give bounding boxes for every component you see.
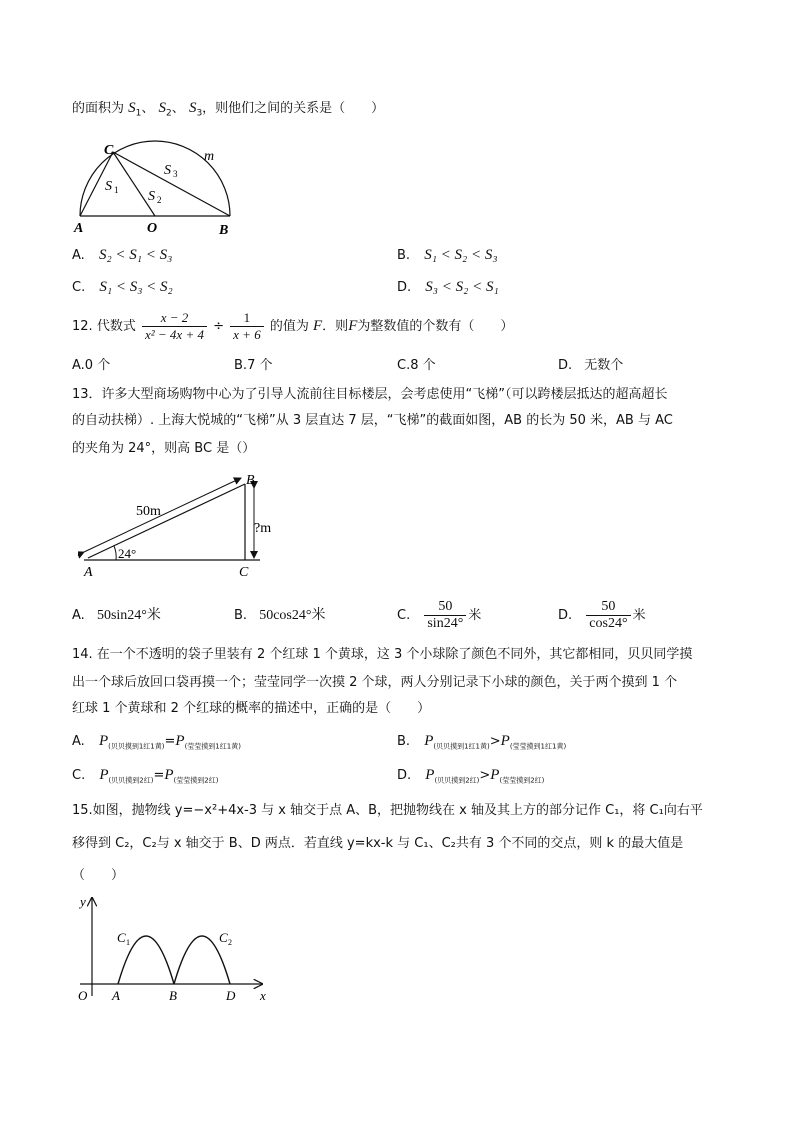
fraction-denominator: cos24° xyxy=(589,616,628,631)
option-p-right: P xyxy=(490,767,500,783)
label-c: C xyxy=(239,565,249,580)
option-text: 50sin24°米 xyxy=(96,608,161,623)
q12-number: 12. xyxy=(72,319,93,334)
label-height: ?m xyxy=(254,521,272,536)
option-label: B. xyxy=(234,358,248,373)
q13-line-2: 的自动扶梯）. 上海大悦城的“飞梯”从 3 层直达 7 层，“飞梯”的截面如图，AB 的长为 50 米，AB 与 AC xyxy=(72,413,673,428)
q13-option-c[interactable] xyxy=(397,596,481,636)
q12-fraction-1 xyxy=(142,310,207,343)
segment-ab xyxy=(88,484,245,558)
option-unit: 米 xyxy=(468,608,482,623)
label-c: C xyxy=(104,143,114,158)
q11-option-d[interactable] xyxy=(397,278,499,297)
fraction-denominator: sin24° xyxy=(427,616,464,631)
option-label: C. xyxy=(72,280,86,295)
q12-option-a[interactable] xyxy=(72,357,110,375)
q12-stem xyxy=(72,308,513,345)
label-s1: S xyxy=(105,179,112,194)
q12-tail2: 为整数值的个数有（ ） xyxy=(357,319,514,334)
q11-s1: S xyxy=(128,100,136,116)
q11-stem xyxy=(72,99,384,123)
option-fraction xyxy=(424,599,466,632)
label-s2: S xyxy=(148,189,155,204)
option-label: A. xyxy=(72,248,85,263)
option-sub-left: (贝贝摸到2红) xyxy=(434,776,480,785)
q11-s1-sub: 1 xyxy=(135,108,142,119)
option-text: 7 个 xyxy=(247,358,273,373)
option-sub-right: (莹莹摸到1红1黄) xyxy=(509,742,567,751)
option-text: 50cos24°米 xyxy=(259,608,326,623)
label-s1-sub: 1 xyxy=(114,185,119,195)
label-c1-sub: 1 xyxy=(126,938,130,947)
q14-option-d[interactable] xyxy=(397,766,544,790)
option-operator: > xyxy=(479,768,491,783)
q14-option-a[interactable] xyxy=(72,732,241,756)
q14-line-2: 出一个球后放回口袋再摸一个；莹莹同学一次摸 2 个球，两人分别记录下小球的颜色，关于两个摸到 1 个 xyxy=(72,675,678,690)
option-sub-left: (贝贝摸到1红1黄) xyxy=(108,742,165,751)
fraction-denominator: x² − 4x + 4 xyxy=(144,327,204,342)
q13-line-3: 的夹角为 24°，则高 BC 是（） xyxy=(72,441,256,456)
option-text: 无数个 xyxy=(584,358,624,373)
option-label: D. xyxy=(397,280,412,295)
option-label: D. xyxy=(397,768,412,783)
label-a: A xyxy=(74,221,84,236)
option-text: 8 个 xyxy=(410,358,436,373)
q12-fraction-2 xyxy=(230,310,264,343)
q11-s2: S xyxy=(158,100,167,116)
q12-divide-sign: ÷ xyxy=(213,319,225,334)
option-label: C. xyxy=(72,768,86,783)
q11-stem-lead: 的面积为 xyxy=(72,101,125,116)
option-sub-right: (莹莹摸到2红) xyxy=(499,776,545,785)
option-label: A. xyxy=(72,734,85,749)
segment-co xyxy=(113,152,155,216)
q13-option-d[interactable] xyxy=(558,596,646,636)
option-operator: = xyxy=(164,734,176,749)
option-p-right: P xyxy=(175,733,185,749)
option-label: D. xyxy=(558,358,573,373)
fraction-denominator: x + 6 xyxy=(233,327,261,342)
q11-option-c[interactable] xyxy=(72,278,173,297)
q12-option-b[interactable] xyxy=(234,357,272,375)
option-unit: 米 xyxy=(632,608,646,623)
option-sub-right: (莹莹摸到1红1黄) xyxy=(184,742,241,751)
label-b: B xyxy=(246,473,255,488)
q14-line-1: 14. 在一个不透明的袋子里装有 2 个红球 1 个黄球，这 3 个小球除了颜色不同外，其它都相同，贝贝同学摸 xyxy=(72,647,693,662)
q15-line-3: （ ） xyxy=(72,868,125,883)
q11-option-b[interactable] xyxy=(397,246,498,265)
label-length: 50m xyxy=(136,504,161,519)
option-label: A. xyxy=(72,608,85,623)
option-p-left: P xyxy=(424,733,434,749)
q13-option-a[interactable] xyxy=(72,607,161,625)
label-a: A xyxy=(84,565,93,580)
option-text: S₃ < S₂ < S₁ xyxy=(425,279,499,295)
label-d: D xyxy=(226,988,236,1003)
q12-f: F xyxy=(313,318,323,334)
option-text: S₂ < S₁ < S₃ xyxy=(98,247,173,263)
label-b: B xyxy=(169,988,177,1003)
q11-sep2: 、 xyxy=(171,101,185,116)
q12-lead: 代数式 xyxy=(96,319,136,334)
label-angle: 24° xyxy=(118,546,137,561)
option-p-left: P xyxy=(99,767,109,783)
angle-arc xyxy=(114,546,116,560)
q14-option-c[interactable] xyxy=(72,766,218,790)
q13-escalator-figure xyxy=(78,470,288,582)
option-sub-right: (莹莹摸到2红) xyxy=(173,776,219,785)
q12-option-c[interactable] xyxy=(397,357,436,375)
option-fraction xyxy=(586,599,630,632)
label-c1: C xyxy=(117,930,126,945)
label-s2-sub: 2 xyxy=(157,195,162,205)
label-a: A xyxy=(112,988,120,1003)
label-c2: C xyxy=(219,930,228,945)
q11-option-a[interactable] xyxy=(72,246,172,265)
q11-sep1: 、 xyxy=(141,101,155,116)
label-o: O xyxy=(78,988,88,1003)
q12-mid: 的值为 xyxy=(269,319,309,334)
option-p-left: P xyxy=(425,767,435,783)
q11-s3-sub: 3 xyxy=(196,108,203,119)
q14-line-3: 红球 1 个黄球和 2 个红球的概率的描述中，正确的是（ ） xyxy=(72,701,431,716)
option-p-right: P xyxy=(500,733,510,749)
q12-option-d[interactable] xyxy=(558,357,623,375)
option-operator: = xyxy=(153,768,165,783)
q11-s2-sub: 2 xyxy=(166,108,172,119)
option-label: C. xyxy=(397,608,411,623)
fraction-numerator: x − 2 xyxy=(142,310,207,327)
q15-line-2: 移得到 C₂，C₂与 x 轴交于 B、D 两点．若直线 y=kx-k 与 C₁、C₂共有 3 个不同的交点，则 k 的最大值是 xyxy=(72,836,684,851)
option-label: C. xyxy=(397,358,411,373)
fraction-numerator: 50 xyxy=(586,599,630,616)
option-text: S₁ < S₃ < S₂ xyxy=(99,279,173,295)
label-b: B xyxy=(219,223,229,238)
option-label: B. xyxy=(397,734,411,749)
q15-parabola-figure xyxy=(70,890,285,1010)
fraction-numerator: 50 xyxy=(424,599,466,616)
q15-line-1: 15.如图，抛物线 y=−x²+4x-3 与 x 轴交于点 A、B，把抛物线在 x 轴及其上方的部分记作 C₁，将 C₁向右平 xyxy=(72,803,703,818)
length-arrow xyxy=(84,478,241,552)
q12-f2: F xyxy=(348,318,358,334)
label-s3-sub: 3 xyxy=(173,169,178,179)
q11-semicircle-figure xyxy=(70,140,240,240)
option-operator: > xyxy=(489,734,501,749)
option-text: 0 个 xyxy=(84,358,111,373)
q14-option-b[interactable] xyxy=(397,732,566,756)
label-o: O xyxy=(147,221,158,236)
label-s3: S xyxy=(164,163,171,178)
option-p-left: P xyxy=(98,733,109,749)
option-sub-left: (贝贝摸到1红1黄) xyxy=(433,742,490,751)
option-p-right: P xyxy=(164,767,174,783)
label-m: m xyxy=(204,149,215,164)
fraction-numerator: 1 xyxy=(230,310,264,327)
label-c2-sub: 2 xyxy=(228,938,232,947)
q13-line-1: 13．许多大型商场购物中心为了引导人流前往目标楼层，会考虑使用“飞梯”（可以跨楼层抵达的超高超长 xyxy=(72,387,668,402)
label-y: y xyxy=(80,894,86,909)
q11-s3: S xyxy=(188,100,197,116)
q11-stem-tail: ，则他们之间的关系是（ ） xyxy=(202,101,385,116)
q12-tail1: ．则 xyxy=(322,319,349,334)
option-label: B. xyxy=(397,248,411,263)
option-label: A. xyxy=(72,358,85,373)
label-x: x xyxy=(260,988,266,1003)
option-label: D. xyxy=(558,608,573,623)
option-label: B. xyxy=(234,608,248,623)
q13-option-b[interactable] xyxy=(234,607,325,625)
option-text: S₁ < S₂ < S₃ xyxy=(424,247,498,263)
option-sub-left: (贝贝摸到2红) xyxy=(108,776,154,785)
